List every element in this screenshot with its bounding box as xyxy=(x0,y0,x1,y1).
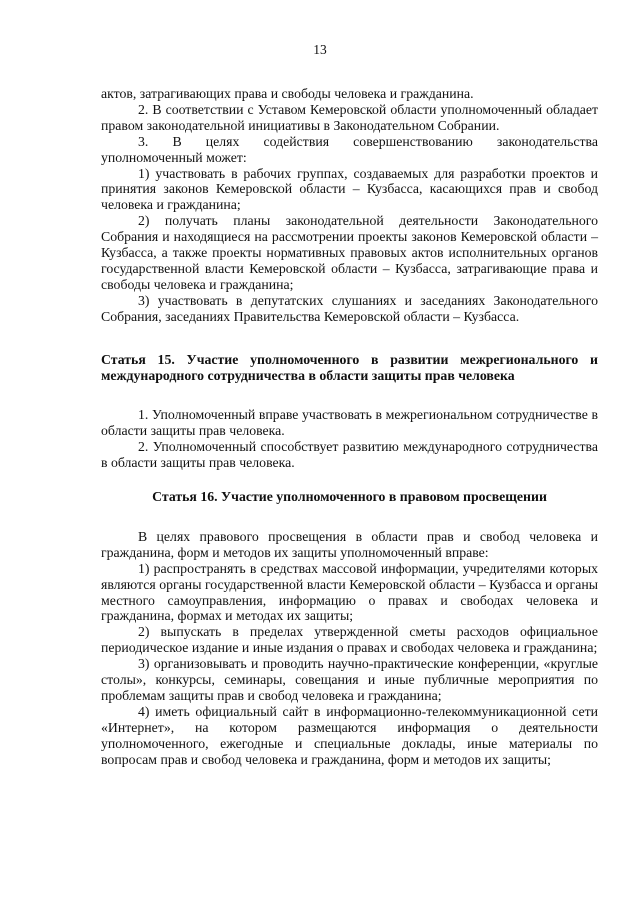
article-15-item-2: 2. Уполномоченный способствует развитию международного сотрудничества в области защиты прав человека. xyxy=(101,439,598,471)
article-16-item-1: 1) распространять в средствах массовой информации, учредителями которых являются органы государственной власти Кемеровской области – Кузбасса и органы местного самоуправления, информацию о правах и свободах человека и гражданина, формах и методах их защиты; xyxy=(101,560,598,624)
article-16-item-2: 2) выпускать в пределах утвержденной сметы расходов официальное периодическое издание и иные издания о правах и свободах человека и гражданина; xyxy=(101,624,598,656)
paragraph-continuation: актов, затрагивающих права и свободы человека и гражданина. xyxy=(101,86,474,101)
article-15-item-1: 1. Уполномоченный вправе участвовать в межрегиональном сотрудничестве в области защиты прав человека. xyxy=(101,407,598,439)
paragraph-item-2: 2. В соответствии с Уставом Кемеровской области уполномоченный обладает правом законодательной инициативы в Законодательном Собрании. xyxy=(101,101,598,133)
page-number: 13 xyxy=(313,42,327,57)
article-16-intro: В целях правового просвещения в области прав и свобод человека и гражданина, форм и методов их защиты уполномоченный вправе: xyxy=(101,528,598,560)
article-15-heading: Статья 15. Участие уполномоченного в развитии межрегионального и международного сотрудничества в области защиты прав человека xyxy=(101,351,598,383)
paragraph-item-3-3: 3) участвовать в депутатских слушаниях и заседаниях Законодательного Собрания, заседаниях Правительства Кемеровской области – Кузбасса. xyxy=(101,292,598,324)
paragraph-item-3-2: 2) получать планы законодательной деятельности Законодательного Собрания и находящиеся на рассмотрении проекты законов Кемеровской области – Кузбасса, а также проекты нормативных правовых актов исполнительных органов государственной власти Кемеровской области – Кузбасса, затрагивающие права и свободы человека и гражданина; xyxy=(101,213,598,292)
paragraph-item-3-1: 1) участвовать в рабочих группах, создаваемых для разработки проектов и принятия законов Кемеровской области – Кузбасса, касающихся прав и свобод человека и гражданина; xyxy=(101,165,598,213)
article-16-item-4: 4) иметь официальный сайт в информационно-телекоммуникационной сети «Интернет», на котором размещаются информация о деятельности уполномоченного, ежегодные и специальные доклады, иные материалы по вопросам прав и свобод человека и гражданина, форм и методов их защиты; xyxy=(101,703,598,767)
article-16-heading: Статья 16. Участие уполномоченного в правовом просвещении xyxy=(152,489,547,505)
article-16-item-3: 3) организовывать и проводить научно-практические конференции, «круглые столы», конкурсы, семинары, совещания и иные публичные мероприятия по проблемам защиты прав и свобод человека и гражданина; xyxy=(101,656,598,703)
document-body xyxy=(101,86,598,768)
paragraph-item-3-intro: 3. В целях содействия совершенствованию законодательства уполномоченный может: xyxy=(101,133,598,165)
